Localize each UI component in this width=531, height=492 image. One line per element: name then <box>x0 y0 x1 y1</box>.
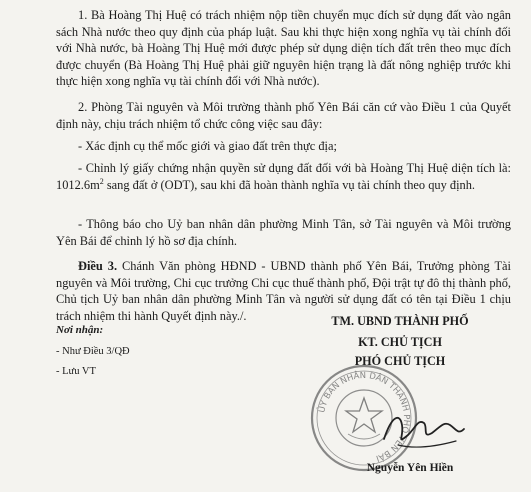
article-3-text: Chánh Văn phòng HĐND - UBND thành phố Yên Bái, Trưởng phòng Tài nguyên và Môi trường, Chi cục trưởng Chi cục thuế thành phố, Đội trật tự đô thị thành phố, Chủ tịch Uỷ ban nhân dân phường Minh Tân và người sử dụng đất có tên tại Điều 1 chịu trách nhiệm thi hành Quyết định này./. <box>56 259 511 323</box>
recipient-item: - Như Điều 3/QĐ <box>56 346 130 357</box>
paragraph-2-text: 2. Phòng Tài nguyên và Môi trường thành phố Yên Bái căn cứ vào Điều 1 của Quyết định này, chịu trách nhiệm tổ chức công việc sau đây: <box>56 100 511 131</box>
paragraph-4-text-b: sang đất ở (ODT), sau khi đã hoàn thành nghĩa vụ tài chính theo quy định. <box>103 177 476 192</box>
paragraph-1 <box>56 7 511 90</box>
signature-role: KT. CHỦ TỊCH <box>358 335 442 349</box>
signature-org: TM. UBND THÀNH PHỐ <box>331 314 469 328</box>
area-unit-superscript: 2 <box>99 176 104 186</box>
seal-text: ỦY BAN NHÂN DÂN THÀNH PHỐ YÊN BÁI <box>317 370 412 463</box>
article-3-label: Điều 3. <box>78 259 118 273</box>
paragraph-4-text-a: - Chỉnh lý giấy chứng nhận quyền sử dụng đất đối với bà Hoàng Thị Huệ diện tích là: 1012.6m <box>56 161 511 192</box>
paragraph-2 <box>56 99 511 132</box>
paragraph-5 <box>56 216 511 249</box>
signer-name: Nguyễn Yên Hiền <box>366 462 454 474</box>
paragraph-3 <box>56 138 511 155</box>
recipients-title: Nơi nhận: <box>56 324 104 336</box>
paragraph-5-text: - Thông báo cho Uỷ ban nhân dân phường Minh Tân, sở Tài nguyên và Môi trường Yên Bái để chỉnh lý hồ sơ địa chính. <box>56 217 511 248</box>
paragraph-4 <box>56 160 511 193</box>
paragraph-3-text: - Xác định cụ thể mốc giới và giao đất trên thực địa; <box>78 139 337 153</box>
handwritten-signature-icon <box>378 405 468 455</box>
signature-title: PHÓ CHỦ TỊCH <box>354 354 446 368</box>
recipient-item: - Lưu VT <box>56 366 96 377</box>
paragraph-1-text: 1. Bà Hoàng Thị Huệ có trách nhiệm nộp tiền chuyển mục đích sử dụng đất vào ngân sách Nhà nước theo quy định của pháp luật. Sau khi thực hiện xong nghĩa vụ tài chính đối với Nhà nước, bà Hoàng Thị Huệ mới được phép sử dụng diện tích đất trên theo mục đích được chuyển (Bà Hoàng Thị Huệ phải giữ nguyên hiện trạng là đất nông nghiệp trước khi thực hiện xong nghĩa vụ tài chính đối với Nhà nước). <box>56 8 511 88</box>
